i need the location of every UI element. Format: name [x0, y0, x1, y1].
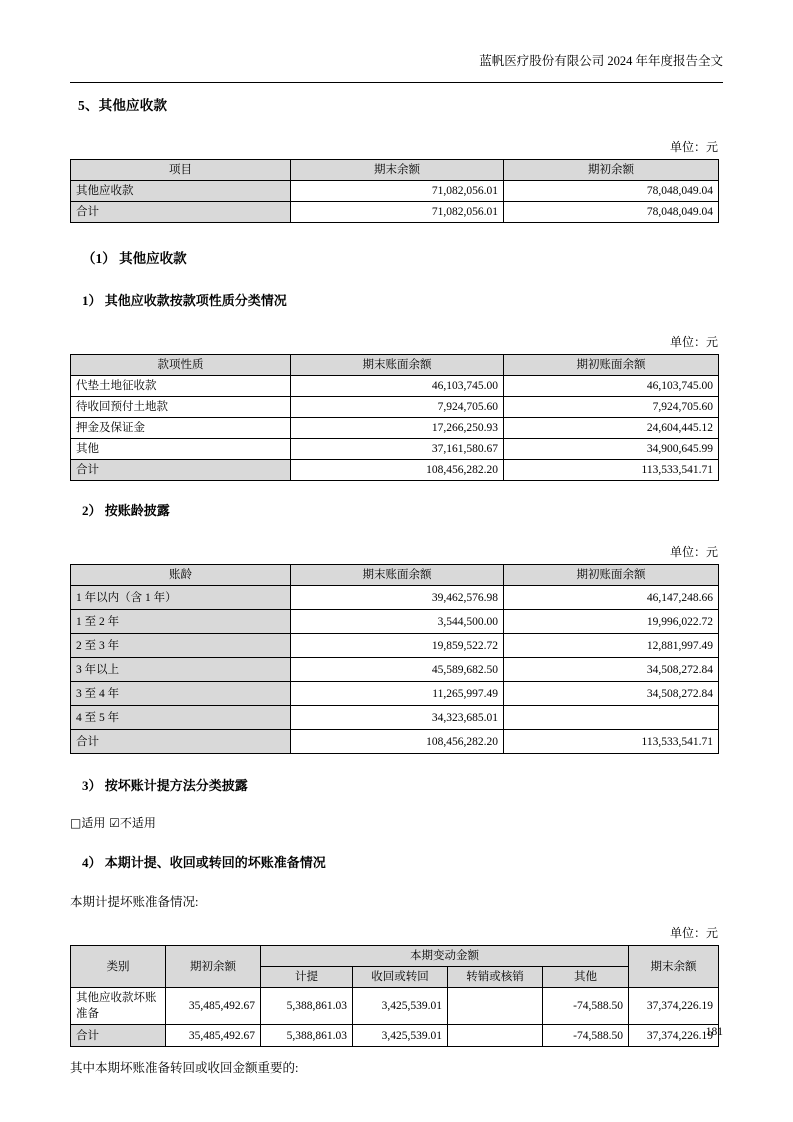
- subsection-title-by-provision-method: 3） 按坏账计提方法分类披露: [82, 778, 248, 793]
- table-receivables-by-aging: [70, 564, 719, 754]
- row-label: 待收回预付土地款: [71, 397, 291, 418]
- table-row-total: [71, 1025, 719, 1047]
- column-header-item: 项目: [71, 160, 291, 181]
- cell-value: 3,425,539.01: [353, 988, 448, 1025]
- running-header: [70, 52, 723, 83]
- table-bad-debt-provision-movement: [70, 945, 719, 1047]
- provision-footnote-text: 其中本期坏账准备转回或收回金额重要的:: [70, 1061, 299, 1075]
- subsection-title-other-receivables: （1） 其他应收款: [82, 251, 187, 266]
- cell-value: [448, 988, 543, 1025]
- cell-value: 34,323,685.01: [291, 706, 504, 730]
- page-number: 181: [705, 1026, 723, 1038]
- table-row-total: [71, 730, 719, 754]
- table-row: [71, 376, 719, 397]
- row-label: 合计: [71, 460, 291, 481]
- row-label: 1 年以内（含 1 年）: [71, 586, 291, 610]
- unit-label-summary: 单位：元: [669, 140, 718, 154]
- column-header-closing-balance: 期末余额: [291, 160, 504, 181]
- table-row: [71, 682, 719, 706]
- cell-value: 78,048,049.04: [504, 202, 719, 223]
- cell-value: 7,924,705.60: [291, 397, 504, 418]
- row-label: 3 至 4 年: [71, 682, 291, 706]
- cell-value: 34,508,272.84: [504, 682, 719, 706]
- unit-label-provision: 单位：元: [669, 926, 718, 940]
- cell-value: 37,161,580.67: [291, 439, 504, 460]
- cell-value: 17,266,250.93: [291, 418, 504, 439]
- cell-value: 5,388,861.03: [261, 1025, 353, 1047]
- table-row: [71, 988, 719, 1025]
- row-label: 2 至 3 年: [71, 634, 291, 658]
- row-label: 合计: [71, 730, 291, 754]
- table-row: [71, 586, 719, 610]
- table-row: [71, 706, 719, 730]
- cell-value: 5,388,861.03: [261, 988, 353, 1025]
- column-header-accrual: 计提: [261, 967, 353, 988]
- column-header-change-group: 本期变动金额: [261, 946, 629, 967]
- column-header-closing-book-balance: 期末账面余额: [291, 355, 504, 376]
- column-header-closing-balance: 期末余额: [629, 946, 719, 988]
- row-label: 合计: [71, 202, 291, 223]
- cell-value: 3,425,539.01: [353, 1025, 448, 1047]
- row-label: 合计: [71, 1025, 166, 1047]
- running-header-title: 蓝帆医疗股份有限公司 2024 年年度报告全文: [479, 54, 723, 68]
- column-header-nature: 款项性质: [71, 355, 291, 376]
- cell-value: 71,082,056.01: [291, 181, 504, 202]
- cell-value: 113,533,541.71: [504, 730, 719, 754]
- column-header-writeoff: 转销或核销: [448, 967, 543, 988]
- cell-value: -74,588.50: [543, 1025, 629, 1047]
- cell-value: [448, 1025, 543, 1047]
- cell-value: 108,456,282.20: [291, 730, 504, 754]
- cell-value: 113,533,541.71: [504, 460, 719, 481]
- cell-value: 19,996,022.72: [504, 610, 719, 634]
- cell-value: [504, 706, 719, 730]
- cell-value: 71,082,056.01: [291, 202, 504, 223]
- cell-value: 35,485,492.67: [166, 1025, 261, 1047]
- cell-value: 24,604,445.12: [504, 418, 719, 439]
- cell-value: 39,462,576.98: [291, 586, 504, 610]
- table-header-row: [71, 565, 719, 586]
- table-header-row: [71, 160, 719, 181]
- applicability-checkbox-line: [70, 814, 720, 833]
- cell-value: 34,508,272.84: [504, 658, 719, 682]
- row-label: 其他: [71, 439, 291, 460]
- provision-lead-text: 本期计提坏账准备情况:: [70, 895, 199, 909]
- table-row: [71, 397, 719, 418]
- cell-value: 46,103,745.00: [291, 376, 504, 397]
- table-row: [71, 658, 719, 682]
- cell-value: 12,881,997.49: [504, 634, 719, 658]
- subsection-title-by-aging: 2） 按账龄披露: [82, 503, 170, 518]
- table-row: [71, 418, 719, 439]
- row-label: 代垫土地征收款: [71, 376, 291, 397]
- row-label: 3 年以上: [71, 658, 291, 682]
- document-content: [70, 90, 720, 1078]
- column-header-opening-book-balance: 期初账面余额: [504, 355, 719, 376]
- cell-value: 78,048,049.04: [504, 181, 719, 202]
- row-label: 1 至 2 年: [71, 610, 291, 634]
- cell-value: 108,456,282.20: [291, 460, 504, 481]
- cell-value: 35,485,492.67: [166, 988, 261, 1025]
- cell-value: 37,374,226.19: [629, 988, 719, 1025]
- table-header-row: [71, 355, 719, 376]
- table-row: [71, 634, 719, 658]
- unit-label-nature: 单位：元: [669, 335, 718, 349]
- table-other-receivables-summary: [70, 159, 719, 223]
- subsection-title-provision-movement: 4） 本期计提、收回或转回的坏账准备情况: [82, 855, 326, 870]
- column-header-opening-book-balance: 期初账面余额: [504, 565, 719, 586]
- column-header-opening-balance: 期初余额: [504, 160, 719, 181]
- cell-value: -74,588.50: [543, 988, 629, 1025]
- subsection-title-by-nature: 1） 其他应收款按款项性质分类情况: [82, 293, 287, 308]
- row-label: 其他应收款坏账准备: [71, 988, 166, 1025]
- cell-value: 19,859,522.72: [291, 634, 504, 658]
- table-receivables-by-nature: [70, 354, 719, 481]
- table-header-row-top: [71, 946, 719, 967]
- table-row: [71, 181, 719, 202]
- cell-value: 11,265,997.49: [291, 682, 504, 706]
- table-row: [71, 610, 719, 634]
- row-label: 其他应收款: [71, 181, 291, 202]
- column-header-recovery-or-reversal: 收回或转回: [353, 967, 448, 988]
- row-label: 4 至 5 年: [71, 706, 291, 730]
- table-row-total: [71, 460, 719, 481]
- unit-label-aging: 单位：元: [669, 545, 718, 559]
- column-header-aging: 账龄: [71, 565, 291, 586]
- column-header-other: 其他: [543, 967, 629, 988]
- cell-value: 37,374,226.19: [629, 1025, 719, 1047]
- cell-value: 46,147,248.66: [504, 586, 719, 610]
- applicable-checkbox[interactable]: □适用 ☑不适用: [70, 816, 156, 830]
- column-header-opening-balance: 期初余额: [166, 946, 261, 988]
- column-header-closing-book-balance: 期末账面余额: [291, 565, 504, 586]
- column-header-category: 类别: [71, 946, 166, 988]
- table-row: [71, 202, 719, 223]
- cell-value: 3,544,500.00: [291, 610, 504, 634]
- section-title-other-receivables: 5、其他应收款: [78, 98, 168, 113]
- cell-value: 34,900,645.99: [504, 439, 719, 460]
- cell-value: 7,924,705.60: [504, 397, 719, 418]
- cell-value: 45,589,682.50: [291, 658, 504, 682]
- cell-value: 46,103,745.00: [504, 376, 719, 397]
- row-label: 押金及保证金: [71, 418, 291, 439]
- table-row: [71, 439, 719, 460]
